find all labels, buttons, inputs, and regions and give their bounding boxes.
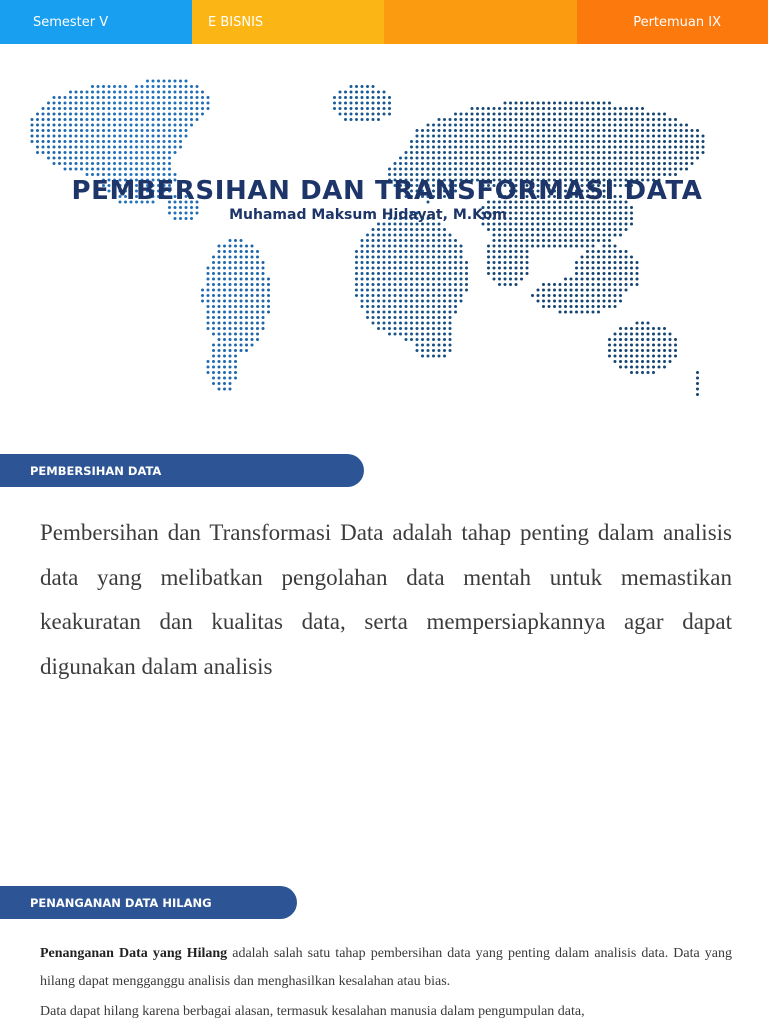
header-bar: [0, 0, 768, 44]
missing-data-paragraph-2: Data dapat hilang karena berbagai alasan, termasuk kesalahan manusia dalam pengumpulan data,: [40, 1004, 585, 1019]
header-spacer: [384, 0, 577, 44]
cleaning-paragraph: Pembersihan dan Transformasi Data adalah tahap penting dalam analisis data yang melibatkan pengolahan data mentah untuk memastikan keakuratan dan kualitas data, serta mempersiapkannya agar dapat digunakan dalam analisis: [40, 520, 732, 679]
semester-label: Semester V: [0, 0, 192, 44]
section-heading-pembersihan: PEMBERSIHAN DATA: [0, 454, 364, 487]
missing-data-text: adalah salah satu tahap pembersihan data yang penting dalam analisis data. Data yang hilang dapat mengganggu analisis dan menghasilkan kesalahan atau bias.: [40, 946, 732, 989]
missing-data-paragraph: [40, 940, 732, 996]
document-title: PEMBERSIHAN DAN TRANSFORMASI DATA: [71, 176, 703, 206]
course-label: E BISNIS: [192, 0, 384, 44]
meeting-label: Pertemuan IX: [577, 0, 768, 44]
section-heading-data-hilang: PENANGANAN DATA HILANG: [0, 886, 297, 919]
world-map-icon: [18, 66, 720, 412]
map-dots: [31, 80, 705, 397]
missing-data-lead: Penanganan Data yang Hilang: [40, 946, 228, 961]
author-name: Muhamad Maksum Hidayat, M.Kom: [229, 207, 507, 223]
